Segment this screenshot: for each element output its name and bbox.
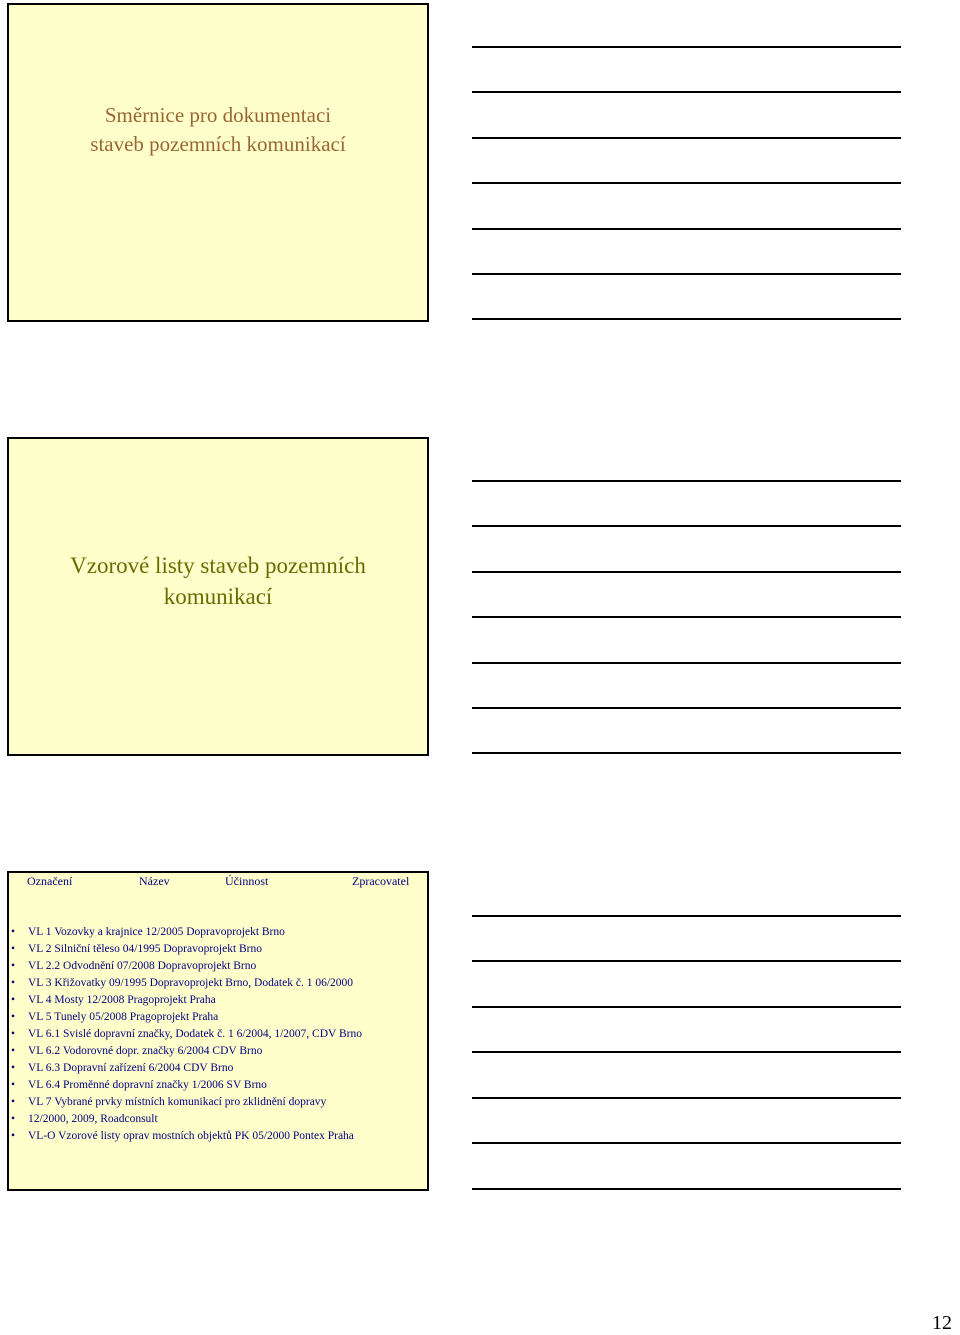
slide-2-title-line-1: Vzorové listy staveb pozemních bbox=[70, 553, 366, 578]
header-oznaceni: Označení bbox=[27, 874, 73, 888]
list-item: • VL 4 Mosty 12/2008 Pragoprojekt Praha bbox=[9, 992, 362, 1009]
note-line bbox=[472, 571, 901, 573]
slide-1-title-line-2: staveb pozemních komunikací bbox=[90, 132, 346, 156]
note-line bbox=[472, 91, 901, 93]
header-ucinnost: Účinnost bbox=[225, 874, 269, 888]
list-item: • VL 6.3 Dopravní zařízení 6/2004 CDV Brno bbox=[9, 1060, 362, 1077]
header-zpracovatel: Zpracovatel bbox=[352, 874, 410, 888]
note-line bbox=[472, 662, 901, 664]
note-line bbox=[472, 1006, 901, 1008]
list-item: • VL 6.1 Svislé dopravní značky, Dodatek č. 1 6/2004, 1/2007, CDV Brno bbox=[9, 1026, 362, 1043]
note-line bbox=[472, 915, 901, 917]
note-line bbox=[472, 46, 901, 48]
note-line bbox=[472, 752, 901, 754]
list-item: • VL 1 Vozovky a krajnice 12/2005 Dopravoprojekt Brno bbox=[9, 924, 362, 941]
note-line bbox=[472, 616, 901, 618]
list-item: • VL-O Vzorové listy oprav mostních objektů PK 05/2000 Pontex Praha bbox=[9, 1128, 362, 1145]
list-item: • VL 6.4 Proměnné dopravní značky 1/2006 SV Brno bbox=[9, 1077, 362, 1094]
note-line bbox=[472, 273, 901, 275]
vl-list bbox=[9, 924, 362, 1145]
slide-3 bbox=[7, 871, 429, 1191]
note-line bbox=[472, 228, 901, 230]
slide-1-title bbox=[9, 101, 427, 159]
note-line bbox=[472, 707, 901, 709]
list-item: • VL 7 Vybrané prvky místních komunikací pro zklidnění dopravy bbox=[9, 1094, 362, 1111]
list-item: • VL 2 Silniční těleso 04/1995 Dopravoprojekt Brno bbox=[9, 941, 362, 958]
note-line bbox=[472, 318, 901, 320]
note-line bbox=[472, 1097, 901, 1099]
list-item: • VL 6.2 Vodorovné dopr. značky 6/2004 CDV Brno bbox=[9, 1043, 362, 1060]
note-line bbox=[472, 480, 901, 482]
slide-1-title-line-1: Směrnice pro dokumentaci bbox=[104, 103, 332, 127]
note-line bbox=[472, 1051, 901, 1053]
note-line bbox=[472, 960, 901, 962]
list-item: • VL 2.2 Odvodnění 07/2008 Dopravoprojekt Brno bbox=[9, 958, 362, 975]
slide-2-title-line-2: komunikací bbox=[163, 584, 273, 609]
list-item: • 12/2000, 2009, Roadconsult bbox=[9, 1111, 362, 1128]
note-line bbox=[472, 525, 901, 527]
note-line bbox=[472, 1188, 901, 1190]
header-nazev: Název bbox=[139, 874, 170, 888]
slide-2 bbox=[7, 437, 429, 756]
page-number: 12 bbox=[932, 1312, 952, 1334]
slide-1 bbox=[7, 3, 429, 322]
slide-2-title bbox=[9, 550, 427, 612]
note-line bbox=[472, 1142, 901, 1144]
list-item: • VL 3 Křižovatky 09/1995 Dopravoprojekt Brno, Dodatek č. 1 06/2000 bbox=[9, 975, 362, 992]
note-line bbox=[472, 137, 901, 139]
note-line bbox=[472, 182, 901, 184]
list-item: • VL 5 Tunely 05/2008 Pragoprojekt Praha bbox=[9, 1009, 362, 1026]
